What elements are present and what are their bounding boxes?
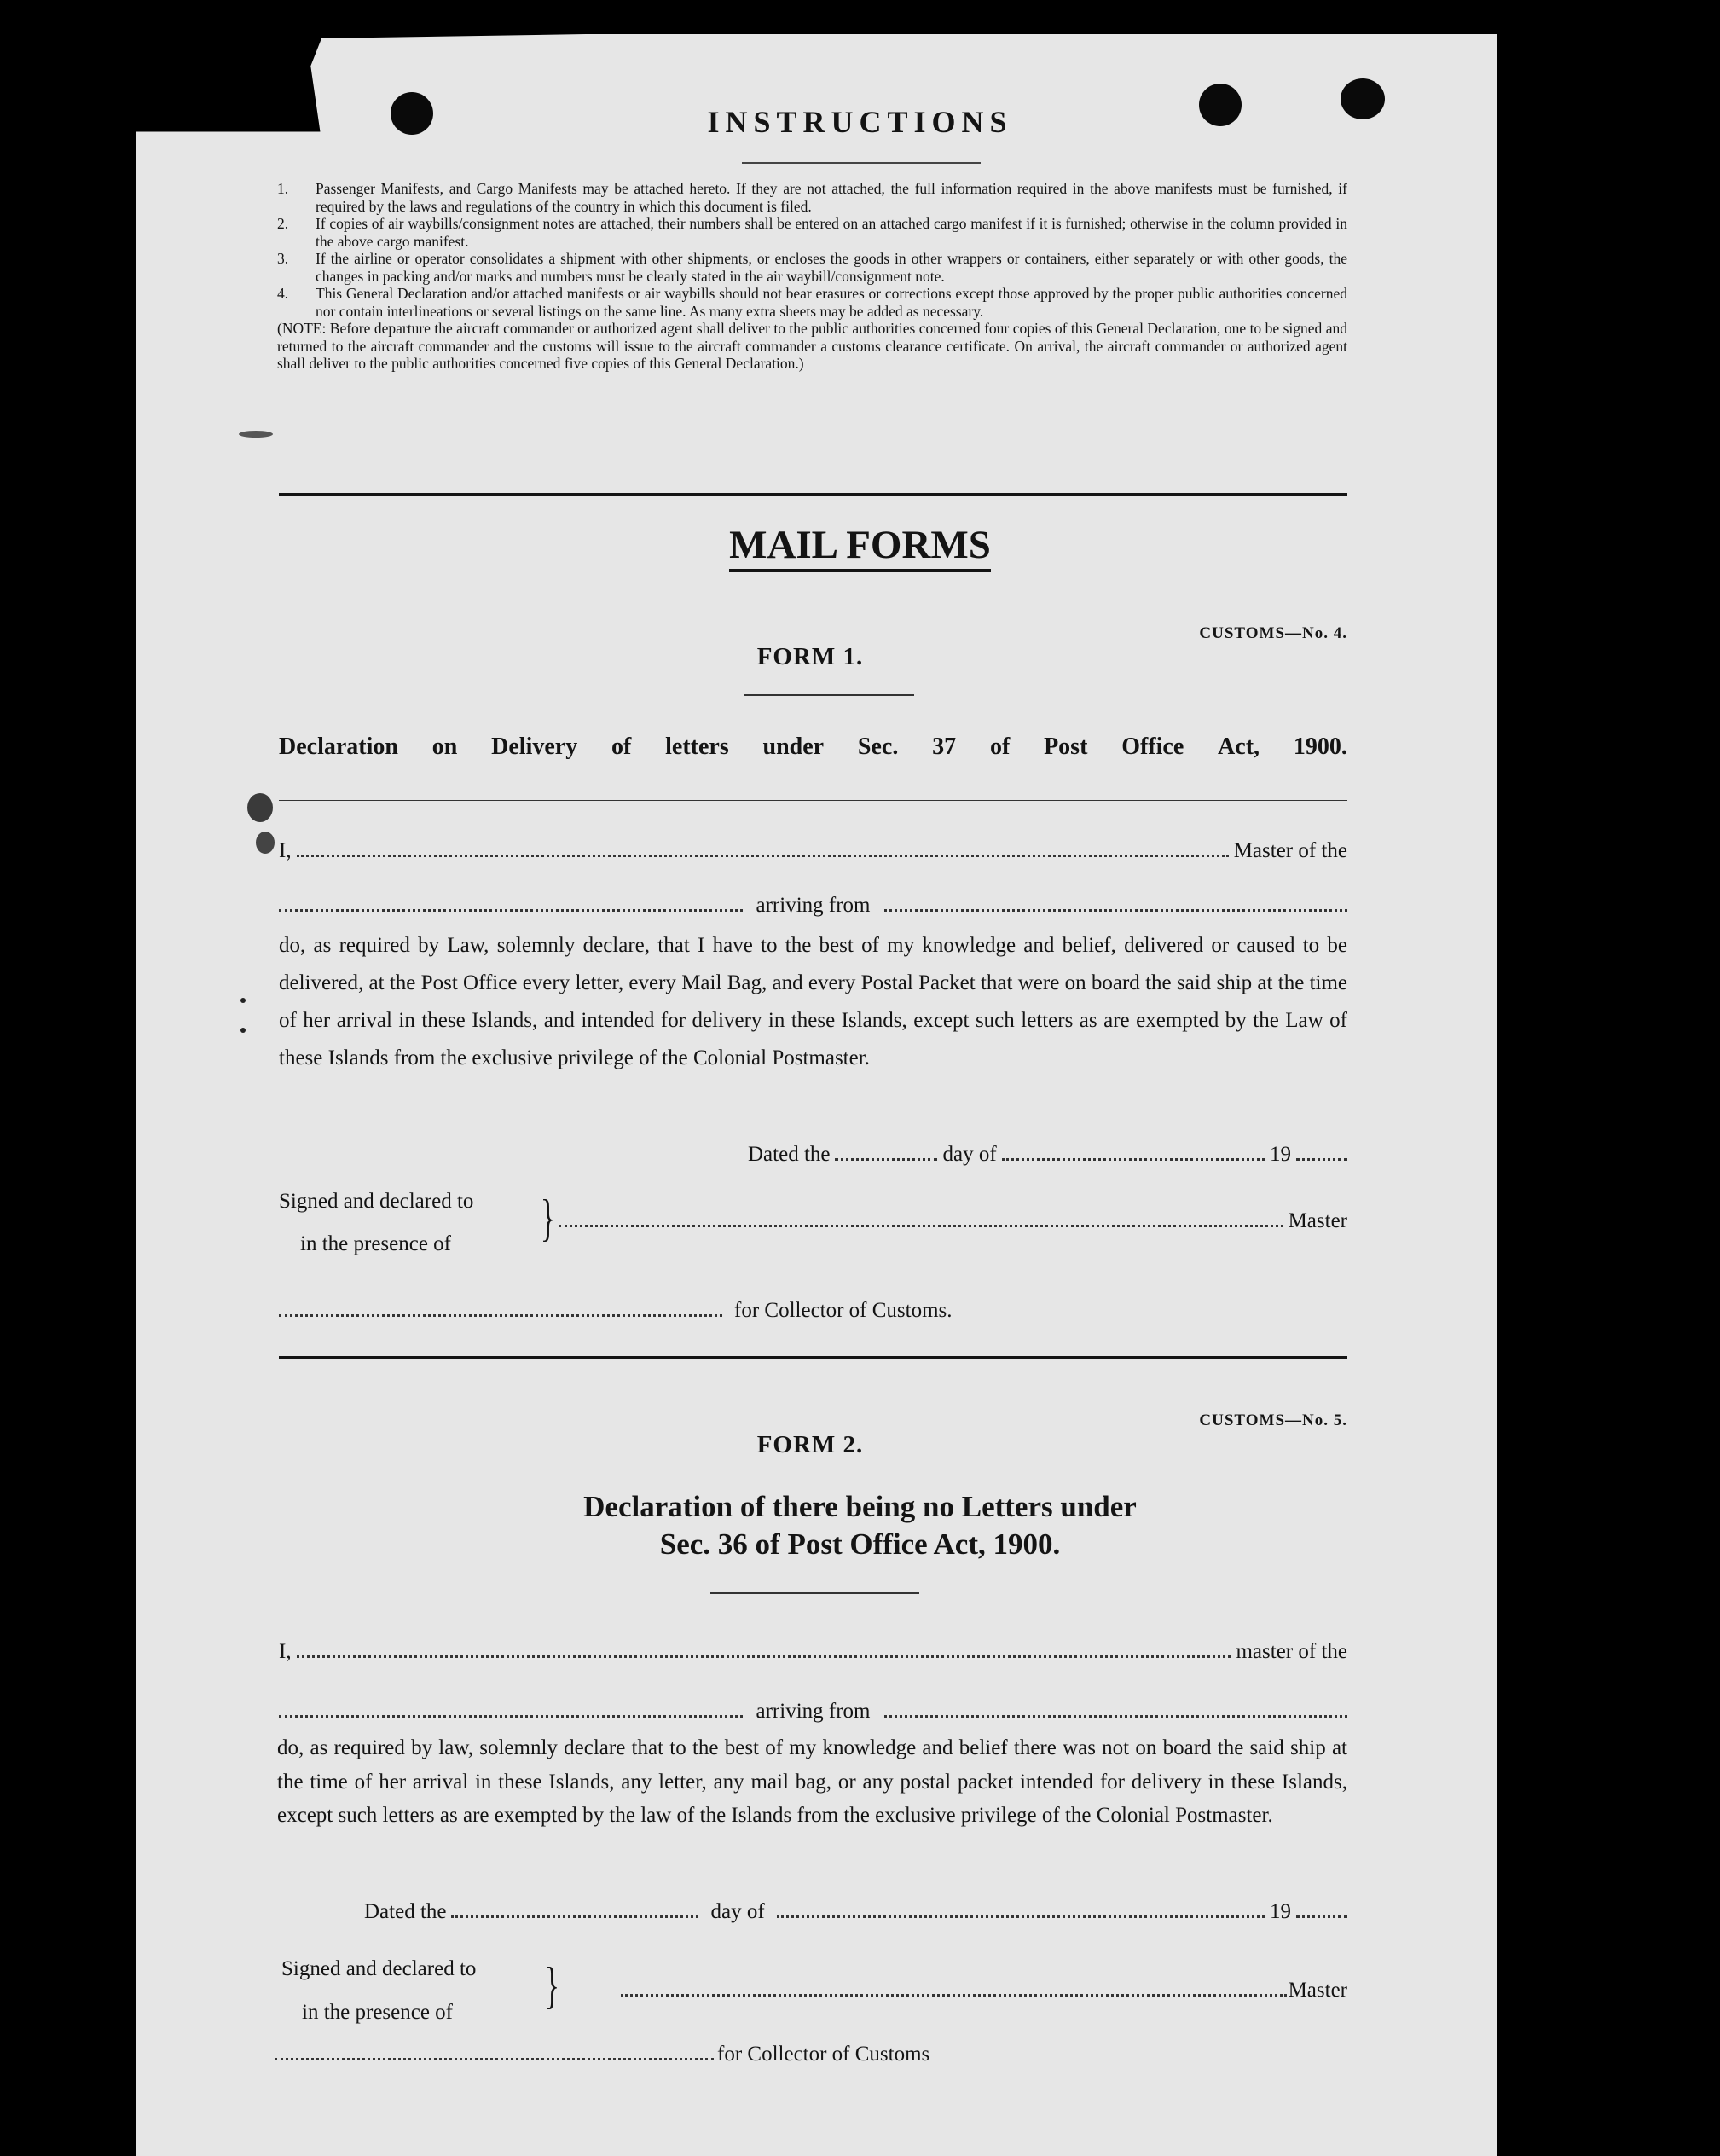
instructions-title: INSTRUCTIONS <box>707 105 1013 139</box>
ink-smudge <box>256 832 275 854</box>
declaration-word: of <box>611 733 632 760</box>
instruction-number: 1. <box>277 180 289 197</box>
form2-declaration-line-1: Declaration of there being no Letters under <box>583 1490 1137 1523</box>
mail-forms-title <box>0 522 1720 568</box>
form2-i-label: I, <box>279 1640 292 1663</box>
form1-arriving-label: arriving from <box>756 894 871 917</box>
form2-master-signature-line <box>621 1979 1347 2002</box>
ink-speck <box>240 998 246 1003</box>
form1-master-signature-field[interactable] <box>559 1223 1283 1227</box>
form1-master-name-field[interactable] <box>297 853 1229 857</box>
form1-day-of-label: day of <box>942 1143 997 1166</box>
form1-year-label: 19 <box>1270 1143 1291 1166</box>
instruction-item <box>277 250 1347 285</box>
form1-month-field[interactable] <box>1002 1156 1265 1161</box>
form2-dated-line <box>364 1900 1347 1924</box>
instruction-number: 4. <box>277 285 289 302</box>
form2-master-label: Master <box>1288 1979 1347 2002</box>
form2-declaration-heading <box>0 1488 1720 1563</box>
form2-arriving-label: arriving from <box>756 1700 871 1723</box>
form2-signed-label-1: Signed and declared to <box>281 1957 477 1980</box>
form1-master-label: Master <box>1288 1209 1347 1232</box>
form1-dated-label: Dated the <box>748 1143 831 1166</box>
ink-smudge <box>247 793 273 822</box>
mail-forms-title-text: MAIL FORMS <box>729 523 991 572</box>
form2-customs-number: CUSTOMS—No. 5. <box>1199 1411 1347 1429</box>
form2-master-signature-field[interactable] <box>621 1992 1287 1997</box>
declaration-word: Office <box>1121 733 1184 760</box>
form2-heading-underline <box>710 1592 919 1594</box>
ink-smudge <box>239 431 273 438</box>
form2-title: FORM 2. <box>756 1431 864 1458</box>
declaration-word: under <box>762 733 825 760</box>
form1-declaration-heading <box>279 733 1347 761</box>
form2-day-of-label: day of <box>710 1900 765 1923</box>
instruction-number: 3. <box>277 250 289 267</box>
instruction-text: If copies of air waybills/consignment notes are attached, their numbers shall be entered on an attached cargo manifest if it is furnished; otherwise in the column provided in the above cargo manifest. <box>316 215 1347 250</box>
form2-arriving-from-field[interactable] <box>884 1713 1348 1718</box>
instruction-number: 2. <box>277 215 289 232</box>
instruction-text: Passenger Manifests, and Cargo Manifests may be attached hereto. If they are not attached, the full information required in the above manifests must be furnished, if required by the laws and regulations of the country in which this document is filed. <box>316 180 1347 215</box>
declaration-word: letters <box>665 733 729 760</box>
instruction-item <box>277 285 1347 320</box>
form2-master-name-field[interactable] <box>297 1654 1231 1658</box>
instruction-note: (NOTE: Before departure the aircraft commander or authorized agent shall deliver to the public authorities concerned four copies of this General Declaration, one to be signed and returned to the aircraft commander and the customs will issue to the aircraft commander a customs clearance certificate. On arrival, the aircraft commander or authorized agent shall deliver to the public authorities concerned five copies of this General Declaration.) <box>277 320 1347 372</box>
declaration-word: Delivery <box>491 733 578 760</box>
form1-master-signature-line <box>559 1209 1347 1233</box>
form1-arriving-line <box>279 894 1347 918</box>
form1-day-field[interactable] <box>835 1156 937 1161</box>
form2-master-of-label: master of the <box>1236 1640 1347 1663</box>
form2-year-field[interactable] <box>1296 1914 1347 1918</box>
section-divider <box>279 493 1347 496</box>
declaration-word: Sec. <box>857 733 899 760</box>
instruction-item <box>277 215 1347 250</box>
form2-signed-label-2: in the presence of <box>302 2001 454 2024</box>
form1-customs-number: CUSTOMS—No. 4. <box>1199 624 1347 642</box>
instruction-text: If the airline or operator consolidates a shipment with other shipments, or encloses the goods in other wrappers or containers, either separately or with other goods, the changes in packing and/or marks and numbers must be clearly stated in the air waybill/consignment note. <box>316 250 1347 285</box>
form1-dated-line <box>748 1143 1347 1167</box>
declaration-word: 1900. <box>1293 733 1347 760</box>
declaration-word: Post <box>1044 733 1088 760</box>
declaration-word: 37 <box>932 733 957 760</box>
form1-heading-rule <box>279 800 1347 801</box>
declaration-word: on <box>431 733 458 760</box>
form2-body-text: do, as required by law, solemnly declare that to the best of my knowledge and belief there was not on board the said ship at the time of her arrival in these Islands, any letter, any mail bag, or any postal packet intended for delivery in these Islands, except such letters as are exempted by the law of the Islands from the exclusive privilege of the Colonial Postmaster. <box>277 1736 1347 1827</box>
form1-i-label: I, <box>279 839 292 862</box>
form1-arriving-from-field[interactable] <box>884 907 1348 912</box>
declaration-word: Declaration <box>279 733 398 760</box>
instruction-text: This General Declaration and/or attached manifests or air waybills should not bear erasures or corrections except those approved by the proper public authorities concerned nor contain interlineations or several listings on the same line. As many extra sheets may be added as necessary. <box>316 285 1347 320</box>
form1-body-text: do, as required by Law, solemnly declare, that I have to the best of my knowledge and belief, delivered or caused to be delivered, at the Post Office every letter, every Mail Bag, and every Postal Packet that were on board the said ship at the time of her arrival in these Islands, and intended for delivery in these Islands, except such letters as are exempted by the Law of these Islands from the exclusive privilege of the Colonial Postmaster. <box>279 934 1347 1069</box>
form2-arriving-line <box>279 1700 1347 1724</box>
form1-collector-signature-field[interactable] <box>279 1313 722 1317</box>
form1-master-line <box>279 839 1347 863</box>
form2-year-label: 19 <box>1270 1900 1291 1923</box>
declaration-word: Act, <box>1218 733 1260 760</box>
form1-brace: } <box>540 1190 556 1246</box>
form2-dated-label: Dated the <box>364 1900 447 1923</box>
form1-collector-label: for Collector of Customs. <box>734 1299 953 1322</box>
form1-master-of-label: Master of the <box>1233 839 1347 862</box>
instructions-list <box>277 180 1347 373</box>
form2-month-field[interactable] <box>777 1914 1265 1918</box>
declaration-word: of <box>989 733 1011 760</box>
form2-day-field[interactable] <box>451 1914 698 1918</box>
form2-master-line <box>279 1640 1347 1664</box>
form2-collector-signature-field[interactable] <box>275 2056 714 2060</box>
form2-collector-line <box>275 2043 1042 2066</box>
form1-year-field[interactable] <box>1296 1156 1347 1161</box>
form1-signed-label-1: Signed and declared to <box>279 1190 474 1213</box>
form2-ship-name-field[interactable] <box>279 1713 743 1718</box>
instructions-title-underline <box>742 162 981 164</box>
form1-title-underline <box>744 694 914 696</box>
form2-collector-label: for Collector of Customs <box>717 2043 930 2066</box>
ink-speck <box>240 1028 246 1033</box>
form1-ship-name-field[interactable] <box>279 907 743 912</box>
instruction-item <box>277 180 1347 215</box>
form1-signed-label-2: in the presence of <box>300 1232 452 1255</box>
form1-collector-line <box>279 1299 1012 1323</box>
form2-brace: } <box>544 1957 560 2014</box>
form1-title: FORM 1. <box>756 643 864 670</box>
form2-declaration-line-2: Sec. 36 of Post Office Act, 1900. <box>659 1527 1061 1561</box>
forms-divider <box>279 1356 1347 1359</box>
